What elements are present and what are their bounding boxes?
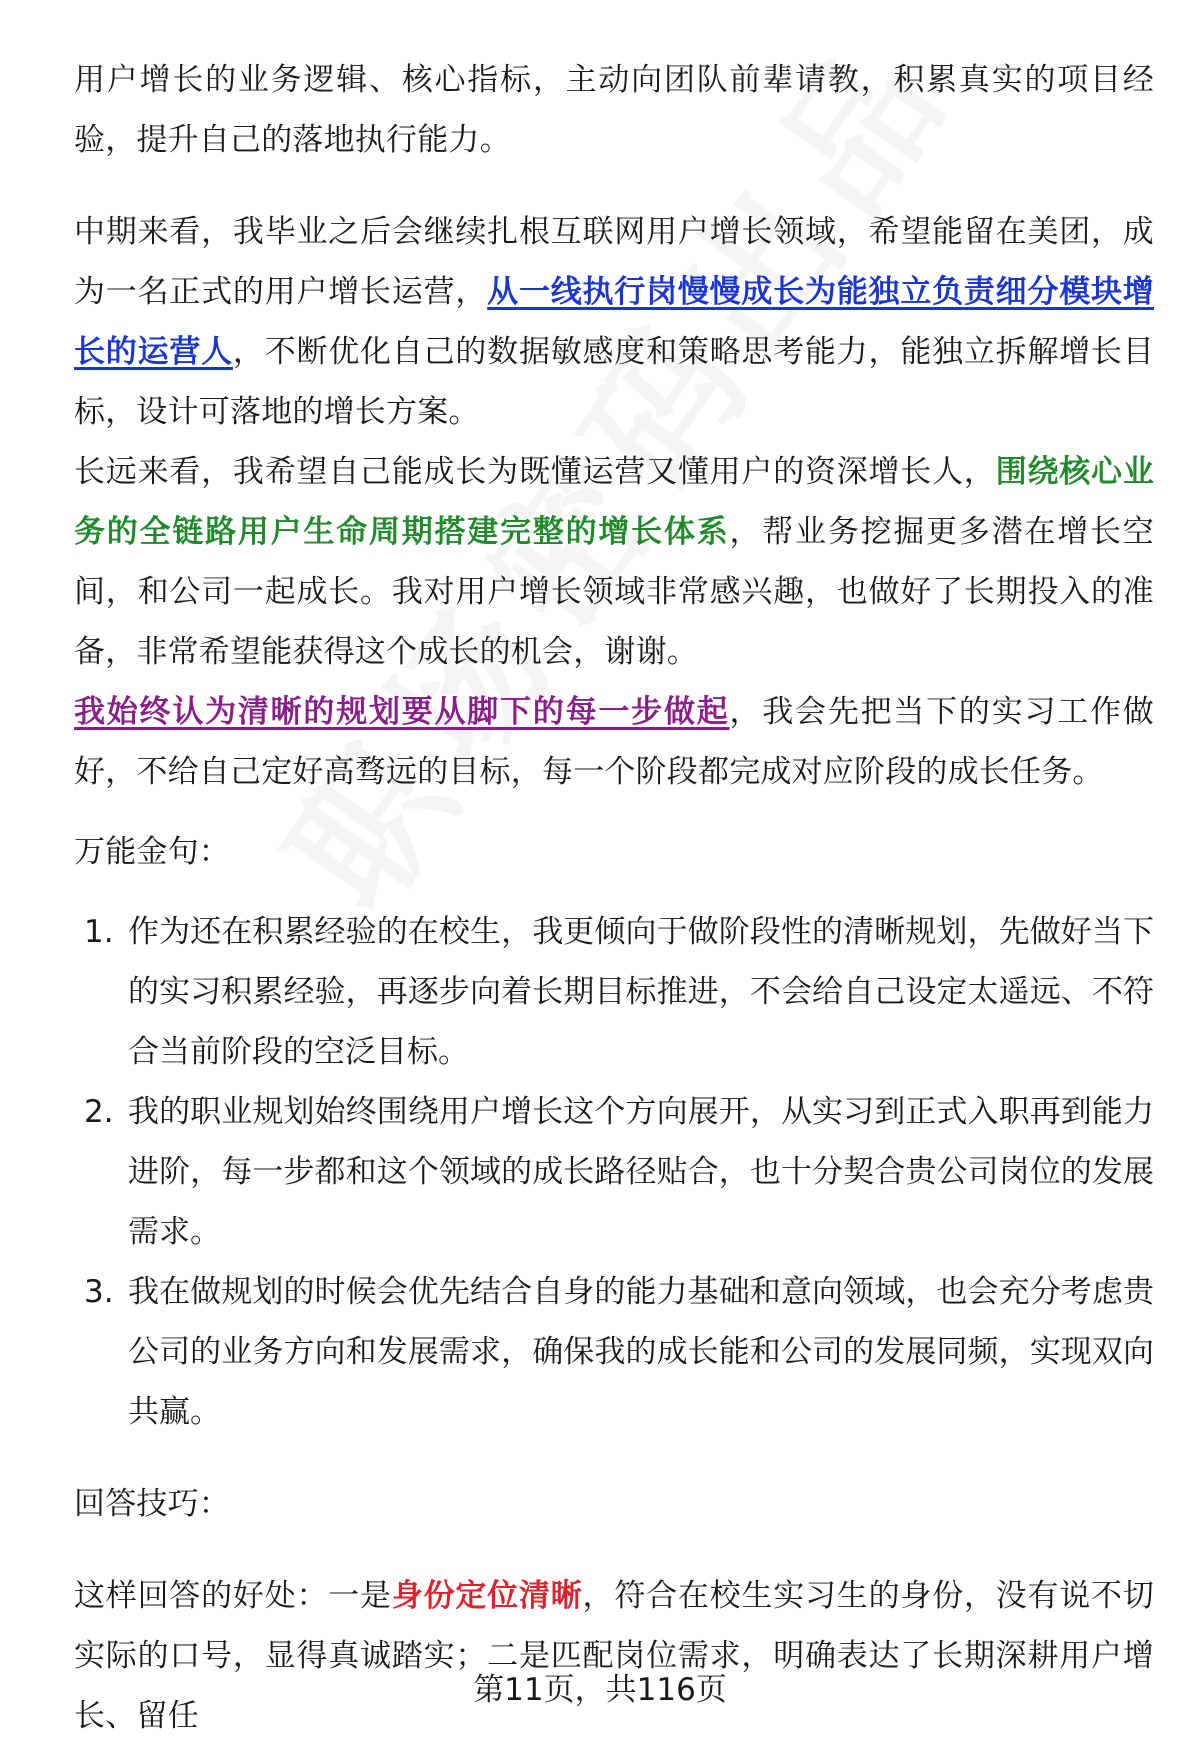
paragraph-benefits-text-1: 这样回答的好处：一是 bbox=[74, 1578, 392, 1614]
list-item bbox=[74, 1082, 1154, 1262]
list-item-text: 作为还在积累经验的在校生，我更倾向于做阶段性的清晰规划，先做好当下的实习积累经验，再逐步向着长期目标推进，不会给自己设定太遥远、不符合当前阶段的空泛目标。 bbox=[128, 914, 1154, 1070]
paragraph-step-by-step-text: ，我会先把当下的实习工作做好，不给自己定好高骛远的目标，每一个阶段都完成对应阶段的成长任务。 bbox=[74, 694, 1154, 790]
paragraph-mid-term-text-2: ，不断优化自己的数据敏感度和策略思考能力，能独立拆解增长目标，设计可落地的增长方案。 bbox=[74, 334, 1155, 430]
highlight-mid-term: 从一线执行岗慢慢成长为能独立负责细分模块增长的运营人 bbox=[74, 274, 1154, 370]
heading-answer-tips: 回答技巧： bbox=[74, 1486, 230, 1522]
page-number-footer: 第11页，共116页 bbox=[473, 1672, 727, 1708]
golden-sentence-list bbox=[74, 902, 1154, 1442]
list-item-number: 1. bbox=[84, 914, 114, 950]
paragraph-long-term-text-2: ，帮业务挖掘更多潜在增长空间，和公司一起成长。我对用户增长领域非常感兴趣，也做好了长期投入的准备，非常希望能获得这个成长的机会，谢谢。 bbox=[74, 514, 1154, 670]
highlight-identity: 身份定位清晰 bbox=[391, 1578, 583, 1614]
list-item bbox=[74, 1262, 1154, 1442]
highlight-long-term: 围绕核心业务的全链路用户生命周期搭建完整的增长体系 bbox=[74, 454, 1155, 550]
list-item-text: 我的职业规划始终围绕用户增长这个方向展开，从实习到正式入职再到能力进阶，每一步都和这个领域的成长路径贴合，也十分契合贵公司岗位的发展需求。 bbox=[128, 1094, 1154, 1250]
list-item-number: 3. bbox=[84, 1274, 114, 1310]
document-body bbox=[74, 50, 1154, 1746]
list-item-number: 2. bbox=[84, 1094, 114, 1130]
paragraph-mid-term bbox=[74, 202, 1154, 442]
heading-golden-sentences: 万能金句： bbox=[74, 834, 230, 870]
highlight-step-by-step: 我始终认为清晰的规划要从脚下的每一步做起 bbox=[74, 694, 730, 730]
list-item-text: 我在做规划的时候会优先结合自身的能力基础和意向领域，也会充分考虑贵公司的业务方向和发展需求，确保我的成长能和公司的发展同频，实现双向共赢。 bbox=[128, 1274, 1154, 1430]
paragraph-long-term bbox=[74, 442, 1154, 682]
paragraph-benefits-text-2: ，符合在校生实习生的身份，没有说不切实际的口号，显得真诚踏实；二是匹配岗位需求，明确表达了长期深耕用户增长、留任 bbox=[74, 1578, 1155, 1734]
paragraph-intro: 用户增长的业务逻辑、核心指标，主动向团队前辈请教，积累真实的项目经验，提升自己的落地执行能力。 bbox=[74, 62, 1154, 158]
paragraph-long-term-text-1: 长远来看，我希望自己能成长为既懂运营又懂用户的资深增长人， bbox=[74, 454, 996, 490]
paragraph-step-by-step bbox=[74, 682, 1154, 802]
paragraph-benefits bbox=[74, 1566, 1154, 1746]
list-item bbox=[74, 902, 1154, 1082]
paragraph-mid-term-text-1: 中期来看，我毕业之后会继续扎根互联网用户增长领域，希望能留在美团，成为一名正式的用户增长运营， bbox=[74, 214, 1154, 310]
